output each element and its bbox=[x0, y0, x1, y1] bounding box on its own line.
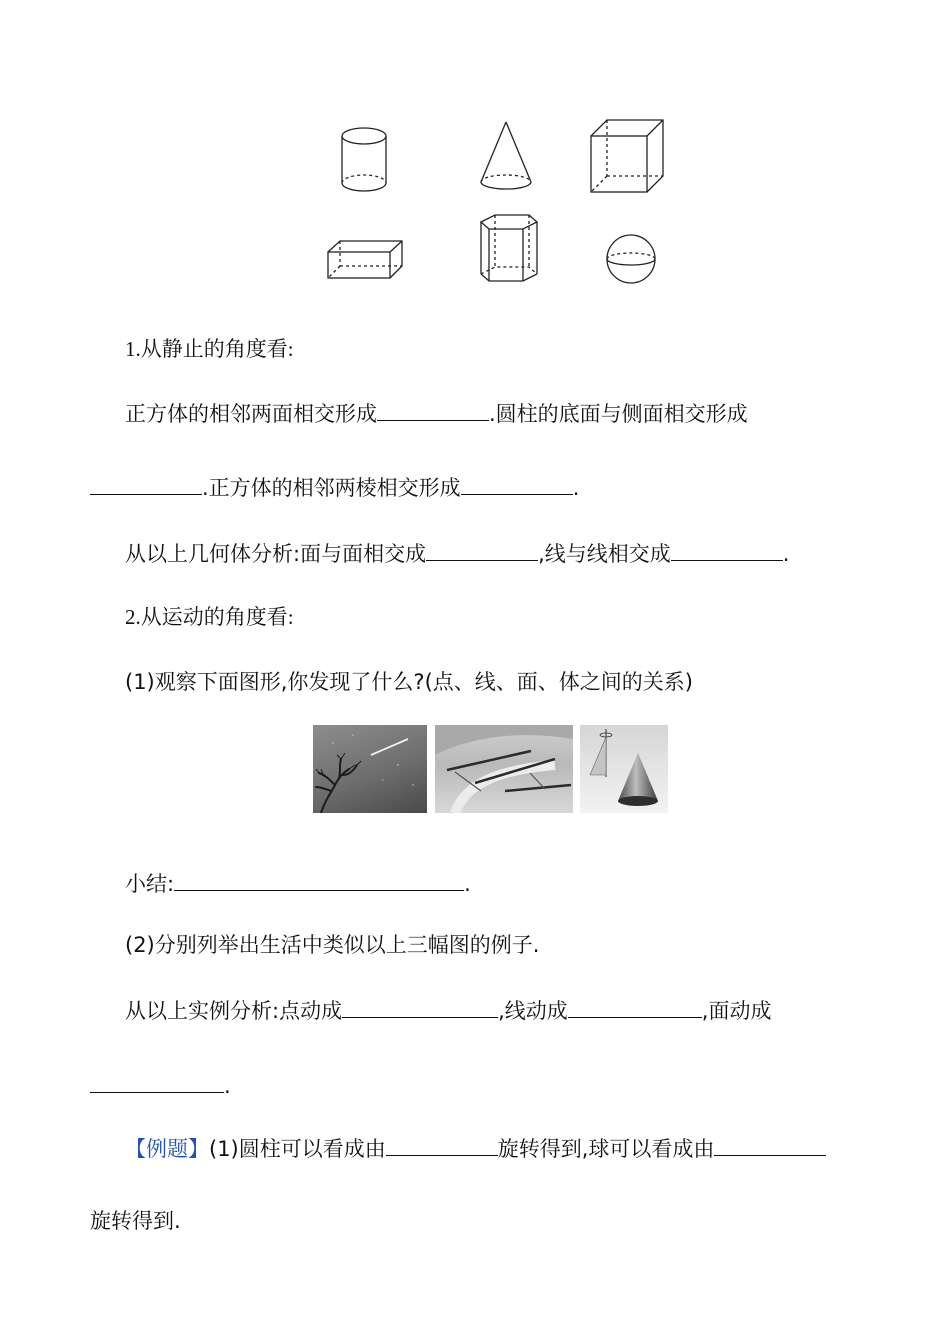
answer-blank-2[interactable] bbox=[90, 472, 202, 495]
cuboid-icon bbox=[325, 238, 405, 280]
rotating-triangle-cone-drawing bbox=[580, 725, 668, 813]
answer-blank-9[interactable] bbox=[386, 1133, 498, 1156]
cylinder-icon bbox=[338, 125, 390, 195]
text-face-intersection: 从以上几何体分析:面与面相交成 bbox=[125, 542, 427, 566]
text-period: . bbox=[224, 1074, 231, 1098]
section2-heading bbox=[125, 602, 294, 632]
text-period: . bbox=[782, 542, 790, 566]
answer-blank-8[interactable] bbox=[90, 1070, 224, 1093]
question1-text: (1)观察下面图形,你发现了什么?(点、线、面、体之间的关系) bbox=[125, 670, 693, 694]
example-line2 bbox=[90, 1206, 181, 1236]
text-cylinder-rotation: (1)圆柱可以看成由 bbox=[209, 1137, 386, 1161]
answer-blank-1[interactable] bbox=[377, 398, 489, 421]
summary-blank[interactable] bbox=[174, 868, 464, 891]
summary-label: 小结: bbox=[125, 872, 175, 896]
answer-blank-6[interactable] bbox=[342, 995, 498, 1018]
meteor-photo bbox=[313, 725, 427, 813]
text-rotation-obtained: 旋转得到. bbox=[90, 1209, 181, 1233]
section1-analysis bbox=[125, 538, 789, 569]
answer-blank-5[interactable] bbox=[671, 538, 783, 561]
text-cube-adjacent-edges: .正方体的相邻两棱相交形成 bbox=[202, 476, 461, 500]
question2-text: (2)分别列举出生活中类似以上三幅图的例子. bbox=[125, 933, 540, 957]
example-line1 bbox=[125, 1133, 826, 1164]
text-cube-adjacent-faces: 正方体的相邻两面相交形成 bbox=[125, 402, 377, 426]
section1-sentence-line1 bbox=[125, 398, 748, 429]
text-cylinder-faces: .圆柱的底面与侧面相交形成 bbox=[489, 402, 748, 426]
text-line-moves: ,线动成 bbox=[498, 999, 568, 1023]
meteor-photo-drawing bbox=[313, 725, 427, 813]
section2-analysis bbox=[125, 995, 771, 1026]
section2-analysis-line2 bbox=[90, 1070, 231, 1101]
section1-heading bbox=[125, 334, 294, 364]
rotating-triangle-cone-photo bbox=[580, 725, 668, 813]
text-period: . bbox=[572, 476, 580, 500]
text-sphere-rotation: 旋转得到,球可以看成由 bbox=[497, 1137, 715, 1161]
answer-blank-7[interactable] bbox=[568, 995, 702, 1018]
section2-question1 bbox=[125, 667, 693, 697]
text-period: . bbox=[464, 872, 471, 896]
answer-blank-10[interactable] bbox=[714, 1133, 826, 1156]
cone-icon bbox=[478, 120, 534, 192]
answer-blank-3[interactable] bbox=[461, 472, 573, 495]
hexagonal-prism-icon bbox=[477, 212, 541, 284]
summary-line bbox=[125, 868, 471, 899]
answer-blank-4[interactable] bbox=[426, 538, 538, 561]
text-face-moves: ,面动成 bbox=[701, 999, 772, 1023]
section1-heading-text: 1.从静止的角度看: bbox=[125, 337, 294, 361]
section2-question2 bbox=[125, 930, 539, 960]
text-line-intersection: ,线与线相交成 bbox=[538, 542, 671, 566]
section1-sentence-line2 bbox=[90, 472, 579, 503]
cube-icon bbox=[588, 118, 666, 196]
wiper-photo-drawing bbox=[435, 725, 573, 813]
wiper-photo bbox=[435, 725, 573, 813]
section2-heading-text: 2.从运动的角度看: bbox=[125, 605, 294, 629]
example-tag: 【例题】 bbox=[125, 1137, 209, 1161]
text-point-moves: 从以上实例分析:点动成 bbox=[125, 999, 343, 1023]
sphere-icon bbox=[603, 232, 659, 286]
